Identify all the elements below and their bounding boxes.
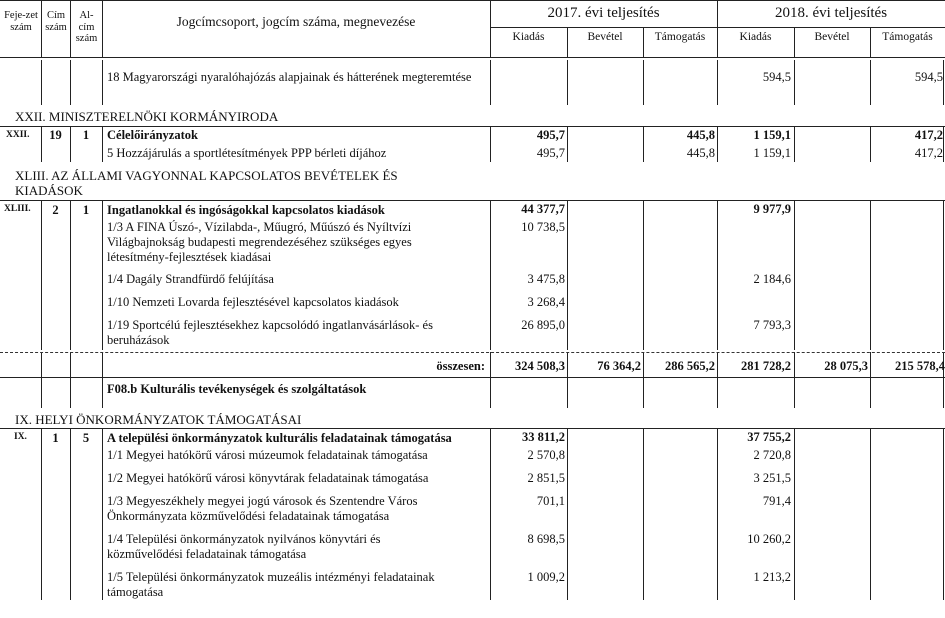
header-vrule [41, 0, 42, 57]
column-rule [567, 60, 568, 105]
column-rule [943, 126, 944, 162]
section-heading-xliii: XLIII. AZ ÁLLAMI VAGYONNAL KAPCSOLATOS BEVÉTELEK ÉS KIADÁSOK [15, 168, 398, 198]
total-k18: 281 728,2 [741, 359, 791, 373]
column-rule [567, 428, 568, 600]
column-rule [794, 428, 795, 600]
cell-t17: 445,8 [686, 128, 715, 142]
col-header-bevetel-2017: Bevétel [587, 31, 623, 43]
col-header-kiadas-2017: Kiadás [512, 31, 545, 43]
cell-k18: 37 755,2 [747, 430, 791, 444]
column-rule [943, 60, 944, 105]
col-header-2018: 2018. évi teljesítés [774, 5, 888, 21]
header-top-rule [0, 0, 945, 1]
cell-k17: 3 268,4 [527, 295, 565, 309]
row-rule [0, 377, 945, 378]
row-desc-ppp: 5 Hozzájárulás a sportlétesítmények PPP bérleti díjához [107, 146, 387, 160]
cell-k18: 7 793,3 [753, 318, 791, 332]
cell-k17: 495,7 [536, 128, 565, 142]
row-desc-telepulesi: A települési önkormányzatok kulturális feladatainak támogatása [107, 431, 452, 445]
row-rule [0, 126, 945, 127]
cell-k18: 594,5 [762, 70, 791, 84]
cell-t18: 417,2 [914, 146, 943, 160]
row-desc-muzeumok: 1/1 Megyei hatókörű városi múzeumok feladatainak támogatása [107, 448, 428, 462]
column-rule [567, 126, 568, 162]
col-header-tamogatas-2018: Támogatás [882, 31, 933, 43]
total-b17: 76 364,2 [597, 359, 641, 373]
subtitle-code: 1 [82, 203, 90, 217]
chapter-code: XLIII. [4, 204, 31, 214]
cell-k17: 495,7 [536, 146, 565, 160]
cell-k18: 2 184,6 [753, 272, 791, 286]
row-desc-dagaly: 1/4 Dagály Strandfürdő felújítása [107, 272, 274, 286]
column-rule [70, 200, 71, 350]
cell-k18: 3 251,5 [753, 471, 791, 485]
row-desc-lovarda: 1/10 Nemzeti Lovarda fejlesztésével kapcsolatos kiadások [107, 295, 399, 309]
col-header-title: Cím szám [45, 10, 67, 33]
row-desc-megyeszekhely: 1/3 Megyeszékhely megyei jogú városok és Szentendre Város Önkormányzata közművelődési feladatainak támogatása [107, 494, 418, 523]
row-rule [0, 428, 945, 429]
column-rule [41, 428, 42, 600]
row-desc-fina: 1/3 A FINA Úszó-, Vízilabda-, Műugró, Műúszó és Nyíltvízi Világbajnokság budapesti megrendezéséhez szükséges egyes létesítmény-fejlesztések kiadásai [107, 220, 412, 264]
subtitle-code: 5 [82, 431, 90, 445]
column-rule [943, 200, 944, 350]
column-rule [70, 428, 71, 600]
total-rule [0, 352, 945, 353]
cell-k17: 1 009,2 [527, 570, 565, 584]
row-desc-ingatlan: Ingatlanokkal és ingóságokkal kapcsolatos kiadások [107, 203, 385, 217]
row-desc-sportcelu: 1/19 Sportcélú fejlesztésekhez kapcsolódó ingatlanvásárlások- és beruházások [107, 318, 433, 347]
header-bottom-rule [0, 57, 945, 58]
cell-k17: 701,1 [536, 494, 565, 508]
cell-k18: 10 260,2 [747, 532, 791, 546]
section-heading-ix: IX. HELYI ÖNKORMÁNYZATOK TÁMOGATÁSAI [15, 412, 302, 427]
cell-t18: 594,5 [914, 70, 943, 84]
cell-k18: 791,4 [762, 494, 791, 508]
cell-k17: 10 738,5 [521, 220, 565, 234]
column-rule [102, 126, 103, 162]
column-rule [41, 200, 42, 350]
col-header-bevetel-2018: Bevétel [814, 31, 850, 43]
row-desc-konyvtarak: 1/2 Megyei hatókörű városi könyvtárak feladatainak támogatása [107, 471, 429, 485]
cell-k17: 33 811,2 [521, 430, 565, 444]
cell-t18: 417,2 [914, 128, 943, 142]
cell-k18: 1 213,2 [753, 570, 791, 584]
cell-k18: 9 977,9 [753, 202, 791, 216]
row-desc-muzealis: 1/5 Települési önkormányzatok muzeális intézményi feladatainak támogatása [107, 570, 435, 599]
column-rule [41, 352, 42, 408]
total-t18: 215 578,4 [895, 359, 945, 373]
column-rule [567, 200, 568, 350]
header-vrule [70, 0, 71, 57]
col-header-chapter: Feje-zet szám [4, 10, 38, 33]
cell-t17: 445,8 [686, 146, 715, 160]
title-code: 2 [52, 203, 59, 217]
total-b18: 28 075,3 [824, 359, 868, 373]
column-rule [794, 200, 795, 350]
row-desc-nyilvanos-konyvtari: 1/4 Települési önkormányzatok nyilvános könyvtári és közművelődési feladatainak támogatása [107, 532, 381, 561]
section-heading-xxii: XXII. MINISZTERELNÖKI KORMÁNYIRODA [15, 109, 279, 124]
row-desc-celeloiranyzatok: Célelőirányzatok [107, 128, 198, 142]
cell-k18: 1 159,1 [753, 128, 791, 142]
row-rule [0, 200, 945, 201]
cell-k17: 44 377,7 [521, 202, 565, 216]
cell-k18: 2 720,8 [753, 448, 791, 462]
column-rule [70, 352, 71, 408]
column-rule [643, 428, 644, 600]
col-header-2017: 2017. évi teljesítés [547, 5, 660, 21]
column-rule [870, 428, 871, 600]
col-header-subtitle: Al-cím szám [75, 10, 98, 44]
row-desc-f08b: F08.b Kulturális tevékenységek és szolgáltatások [107, 382, 367, 396]
total-k17: 324 508,3 [515, 359, 565, 373]
column-rule [102, 428, 103, 600]
column-rule [943, 428, 944, 600]
row-desc-18: 18 Magyarországi nyaralóhajózás alapjainak és hátterének megteremtése [107, 70, 472, 84]
column-rule [794, 60, 795, 105]
cell-k17: 2 570,8 [527, 448, 565, 462]
cell-k17: 26 895,0 [521, 318, 565, 332]
title-code: 19 [49, 128, 62, 142]
col-header-description: Jogcímcsoport, jogcím száma, megnevezése [176, 14, 416, 29]
column-rule [70, 60, 71, 105]
column-rule [643, 60, 644, 105]
chapter-code: XXII. [6, 130, 30, 140]
column-rule [102, 200, 103, 350]
column-rule [794, 126, 795, 162]
column-rule [102, 60, 103, 105]
cell-k17: 3 475,8 [527, 272, 565, 286]
title-code: 1 [52, 431, 59, 445]
col-header-kiadas-2018: Kiadás [739, 31, 772, 43]
column-rule [41, 60, 42, 105]
cell-k17: 2 851,5 [527, 471, 565, 485]
subtitle-code: 1 [82, 128, 90, 142]
column-rule [490, 60, 491, 105]
col-header-tamogatas-2017: Támogatás [654, 31, 706, 43]
column-rule [870, 200, 871, 350]
cell-k18: 1 159,1 [753, 146, 791, 160]
column-rule [643, 200, 644, 350]
total-label: összesen: [436, 359, 485, 373]
total-t17: 286 565,2 [665, 359, 715, 373]
chapter-code: IX. [14, 432, 27, 442]
cell-k17: 8 698,5 [527, 532, 565, 546]
